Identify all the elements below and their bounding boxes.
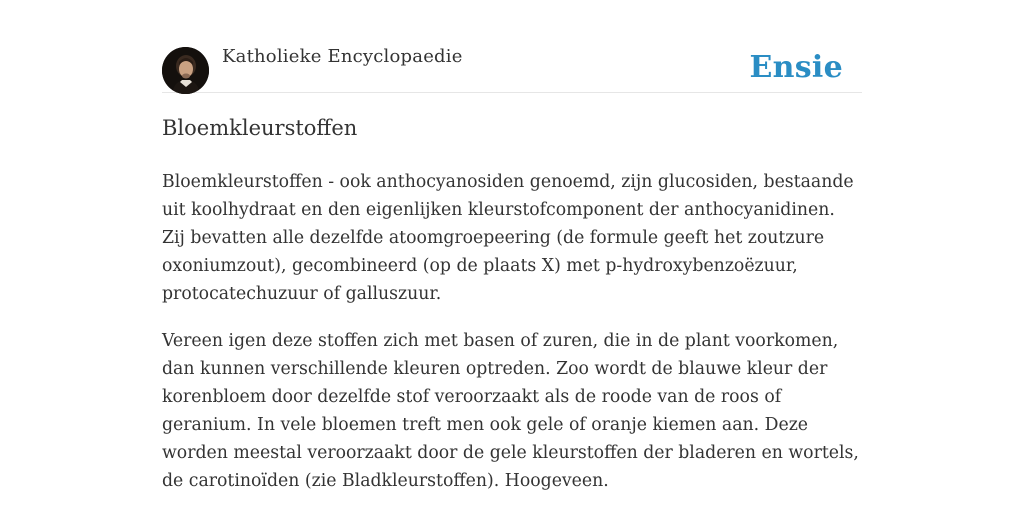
page-container (162, 0, 862, 491)
article-body (162, 168, 862, 514)
header (162, 0, 862, 93)
source-name[interactable]: Katholieke Encyclopaedie (222, 46, 463, 67)
article-paragraph: Bloemkleurstoffen - ook anthocyanosiden genoemd, zijn glucosiden, bestaande uit koolhydraat en den eigenlijken kleurstofcomponent der anthocyanidinen. Zij bevatten alle dezelfde atoomgroepeering (de formule geeft het zoutzure oxoniumzout), gecombineerd (op de plaats X) met p-hydroxybenzoëzuur, protocatechuzuur of galluszuur. (162, 172, 854, 304)
article-paragraph: Vereen igen deze stoffen zich met basen of zuren, die in de plant voorkomen, dan kunnen verschillende kleuren optreden. Zoo wordt de blauwe kleur der korenbloem door dezelfde stof veroorzaakt als de roode van de roos of geranium. In vele bloemen treft men ook gele of oranje kiemen aan. Deze worden meestal veroorzaakt door de gele kleurstoffen der bladeren en wortels, de carotinoïden (zie Bladkleurstoffen). Hoogeveen. (162, 331, 859, 491)
brand-logo[interactable]: Ensie (749, 50, 843, 85)
portrait-avatar-icon[interactable] (162, 47, 209, 94)
page-title: Bloemkleurstoffen (162, 116, 358, 140)
